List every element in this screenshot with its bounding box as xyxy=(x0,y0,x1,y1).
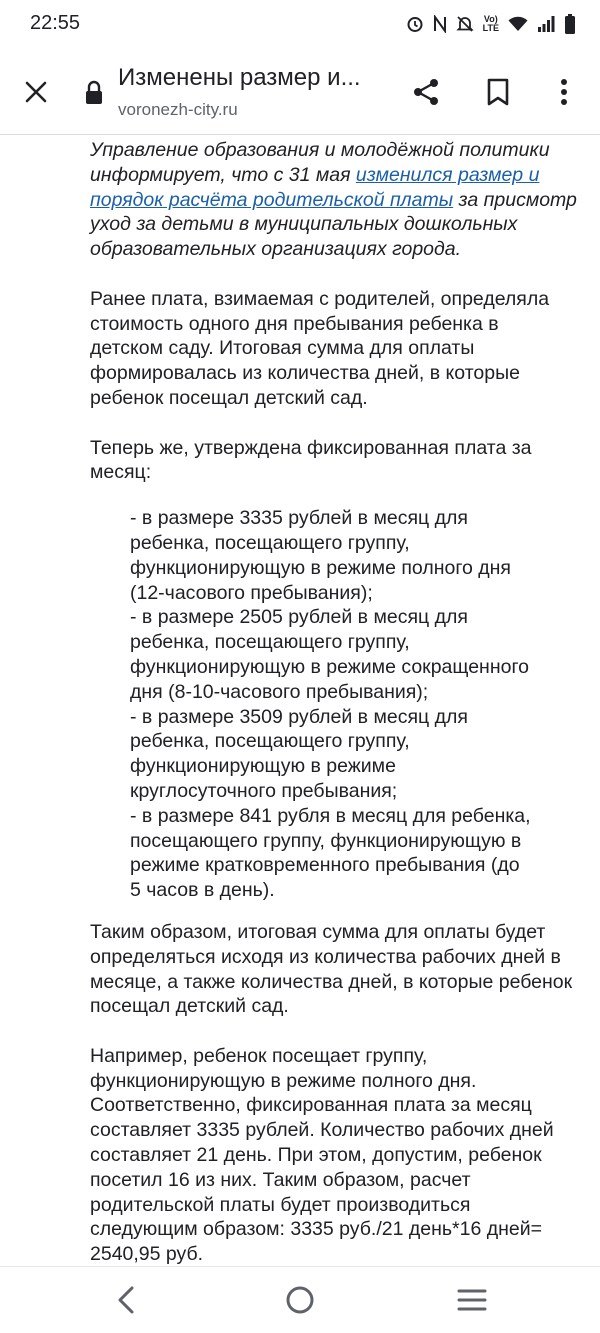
status-icons xyxy=(406,10,576,38)
status-bar xyxy=(0,0,600,50)
article-link[interactable]: порядок расчёта родительской платы xyxy=(90,188,454,211)
page-url[interactable]: voronezh-city.ru xyxy=(118,100,238,119)
article-lead xyxy=(90,138,600,262)
share-icon xyxy=(411,77,441,107)
list-line: ребенка, посещающего группу, xyxy=(130,631,410,654)
recents-icon xyxy=(457,1287,487,1313)
text-line: 2540,95 руб. xyxy=(90,1243,204,1266)
fee-list xyxy=(130,506,600,903)
signal-icon xyxy=(537,16,555,32)
lead-text: информирует, что с 31 мая xyxy=(90,163,356,186)
text-line: Теперь же, утверждена фиксированная плата за xyxy=(90,436,532,459)
list-line: ребенка, посещающего группу, xyxy=(130,531,410,554)
paragraph-total xyxy=(90,920,600,1019)
text-line: следующим образом: 3335 руб./21 день*16 дней= xyxy=(90,1218,542,1241)
home-icon xyxy=(285,1285,315,1315)
lead-line: уход за детьми в муниципальных дошкольных xyxy=(90,213,518,236)
close-button[interactable] xyxy=(14,70,58,114)
text-line: посетил 16 из них. Таким образом, расчет xyxy=(90,1168,471,1191)
article-link[interactable]: изменился размер и xyxy=(355,163,540,186)
close-icon xyxy=(25,81,47,103)
text-line: Соответственно, фиксированная плата за месяц xyxy=(90,1094,532,1117)
list-line: - в размере 841 рубля в месяц для ребенка, xyxy=(130,804,531,827)
list-line: функционирующую в режиме сокращенного xyxy=(130,655,529,678)
text-line: Таким образом, итоговая сумма для оплаты будет xyxy=(90,920,546,943)
nfc-icon xyxy=(433,15,447,33)
paragraph-fixed-fee xyxy=(90,436,600,486)
lead-line xyxy=(90,163,600,188)
bookmark-icon xyxy=(487,78,509,106)
text-line: месяц: xyxy=(90,461,152,484)
text-line: детском саду. Итоговая сумма для оплаты xyxy=(90,337,475,360)
status-time: 22:55 xyxy=(30,12,81,34)
list-line: - в размере 3335 рублей в месяц для xyxy=(130,507,468,530)
list-line: 5 часов в день). xyxy=(130,879,275,902)
text-line: посещал детский сад. xyxy=(90,995,289,1018)
more-vert-icon xyxy=(560,78,568,106)
mute-icon xyxy=(456,15,474,33)
lead-line xyxy=(90,188,600,213)
text-line: Ранее плата, взимаемая с родителей, определяла xyxy=(90,287,550,310)
lead-text: за присмотр xyxy=(453,188,577,211)
bookmark-button[interactable] xyxy=(474,70,522,114)
paragraph-example xyxy=(90,1044,600,1266)
paragraph-previous-fee xyxy=(90,287,600,411)
lead-line: образовательных организациях города. xyxy=(90,238,462,261)
article xyxy=(90,138,600,1266)
text-line: родительской платы будет производиться xyxy=(90,1193,471,1216)
nav-recents-button[interactable] xyxy=(442,1277,502,1323)
text-line: Например, ребенок посещает группу, xyxy=(90,1044,428,1067)
text-line: функционирующую в режиме полного дня. xyxy=(90,1069,477,1092)
text-line: составляет 21 день. При этом, допустим, ребенок xyxy=(90,1144,542,1167)
custom-tab-toolbar xyxy=(0,50,600,135)
page-content[interactable] xyxy=(0,135,600,1266)
list-line: дня (8-10-часового пребывания); xyxy=(130,680,429,703)
list-line: - в размере 2505 рублей в месяц для xyxy=(130,606,468,629)
system-nav-bar xyxy=(0,1266,600,1333)
alarm-icon xyxy=(406,15,424,33)
wifi-icon xyxy=(508,16,528,32)
lead-line: Управление образования и молодёжной политики xyxy=(90,139,550,161)
back-icon xyxy=(116,1285,136,1315)
list-line: ребенка, посещающего группу, xyxy=(130,730,410,753)
list-line: (12-часового пребывания); xyxy=(130,581,373,604)
lock-icon[interactable] xyxy=(84,80,104,106)
battery-icon xyxy=(564,14,576,34)
list-line: круглосуточного пребывания; xyxy=(130,779,398,802)
list-line: посещающего группу, функционирующую в xyxy=(130,829,522,852)
list-line: функционирующую в режиме полного дня xyxy=(130,556,511,579)
list-line: функционирующую в режиме xyxy=(130,755,396,778)
nav-back-button[interactable] xyxy=(96,1277,156,1323)
share-button[interactable] xyxy=(402,70,450,114)
text-line: составляет 3335 рублей. Количество рабочих дней xyxy=(90,1119,554,1142)
text-line: стоимость одного дня пребывания ребенка в xyxy=(90,312,499,335)
text-line: ребенок посещал детский сад. xyxy=(90,386,368,409)
nav-home-button[interactable] xyxy=(270,1277,330,1323)
volte-icon: Vo) LTE xyxy=(482,14,499,33)
text-line: определяться исходя из количества рабочих дней в xyxy=(90,945,561,968)
list-line: - в размере 3509 рублей в месяц для xyxy=(130,705,468,728)
list-line: режиме кратковременного пребывания (до xyxy=(130,854,520,877)
text-line: формировалась из количества дней, в которые xyxy=(90,362,520,385)
text-line: месяце, а также количества дней, в которые ребенок xyxy=(90,970,573,993)
page-title[interactable]: Изменены размер и... xyxy=(118,64,361,91)
more-menu-button[interactable] xyxy=(542,70,586,114)
